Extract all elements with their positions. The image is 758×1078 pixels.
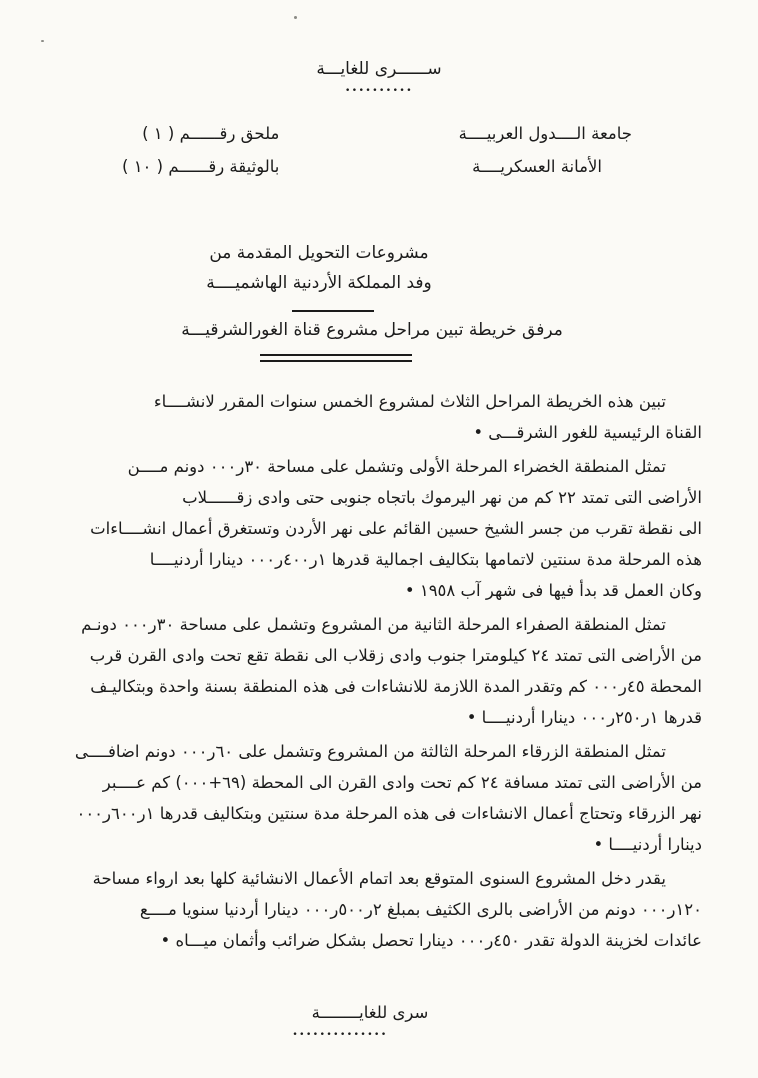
paragraph-line: عائدات لخزينة الدولة تقدر ٤٥٠ر٠٠٠ دينارا تحصل بشكل ضرائب وأثمان ميـــاه • <box>160 931 702 950</box>
dotted-separator: •••••••••••••• <box>292 1030 388 1040</box>
paragraph-4 <box>40 736 702 860</box>
classification-footer <box>0 1001 749 1040</box>
scan-speck <box>294 16 297 19</box>
paragraph-line: قدرها ١ر٢٥٠ر٠٠٠ دينارا أردنيــــا • <box>466 708 702 727</box>
paragraph-5 <box>40 863 702 956</box>
paragraph-line: تبين هذه الخريطة المراحل الثلاث لمشروع الخمس سنوات المقرر لانشــــاء <box>153 392 666 411</box>
document-number-line: بالوثيقة رقــــــم ( ١٠ ) <box>122 157 280 176</box>
paragraph-line: ١٢٠ر٠٠٠ دونم من الأراضى بالرى الكثيف بمبلغ ٢ر٥٠٠ر٠٠٠ دينارا أردنيا سنويا مــــع <box>139 900 702 919</box>
paragraph-line: الى نقطة تقرب من جسر الشيخ حسين القائم على نهر الأردن وتستغرق أعمال انشــــاءات <box>90 519 702 538</box>
paragraph-1 <box>40 386 702 448</box>
paragraph-line: القناة الرئيسية للغور الشرقـــى • <box>473 423 702 442</box>
paragraph-line: دينارا أردنيــــا • <box>593 835 702 854</box>
subtitle-underline <box>260 354 412 362</box>
title-block <box>0 238 698 312</box>
document-title-line2: وفد المملكة الأردنية الهاشميــــة <box>206 273 432 293</box>
organization-name: جامعة الــــدول العربيــــة <box>458 124 632 143</box>
paragraph-line: من الأراضى التى تمتد مسافة ٢٤ كم تحت وادى القرن الى المحطة ‪(٦٩+٠٠٠)‬ كم عــــبر <box>102 773 702 792</box>
document-header <box>122 117 632 183</box>
organization-block <box>459 117 632 183</box>
paragraph-3 <box>40 609 702 733</box>
paragraph-line: من الأراضى التى تمتد ٢٤ كيلومترا جنوب وادى زقلاب الى نقطة تقع تحت وادى القرن قرب <box>89 646 702 665</box>
dotted-separator: •••••••••• <box>344 86 414 96</box>
classification-header <box>0 56 758 96</box>
classification-bottom-text: سرى للغايــــــــة <box>311 1003 429 1022</box>
annex-reference-block <box>122 117 279 183</box>
paragraph-line: تمثل المنطقة الصفراء المرحلة الثانية من المشروع وتشمل على مساحة ٣٠ر٠٠٠ دونـم <box>81 615 666 634</box>
paragraph-line: هذه المرحلة مدة سنتين لاتمامها بتكاليف اجمالية قدرها ١ر٤٠٠ر٠٠٠ دينارا أردنيــــا <box>149 550 702 569</box>
paragraph-2 <box>40 451 702 606</box>
document-title-line1: مشروعات التحويل المقدمة من <box>209 243 429 263</box>
annex-number-line: ملحق رقــــــم ( ١ ) <box>142 124 280 143</box>
paragraph-line: يقدر دخل المشروع السنوى المتوقع بعد اتمام الأعمال الانشائية كلها بعد ارواء مساحة <box>92 869 666 888</box>
organization-department: الأمانة العسكريــــة <box>472 157 602 176</box>
paragraph-line: نهر الزرقاء وتحتاج أعمال الانشاءات فى هذه المرحلة مدة سنتين وبتكاليف قدرها ١ر٦٠٠ر٠٠٠ <box>76 804 702 823</box>
paragraph-line: تمثل المنطقة الخضراء المرحلة الأولى وتشمل على مساحة ٣٠ر٠٠٠ دونم مــــن <box>127 457 666 476</box>
scan-speck <box>41 40 44 42</box>
classification-top-text: ســــــرى للغايـــة <box>316 59 442 79</box>
title-underline <box>292 310 374 312</box>
subtitle-block <box>0 317 751 362</box>
document-body <box>40 386 702 959</box>
paragraph-line: الأراضى التى تمتد ٢٢ كم من نهر اليرموك باتجاه جنوبى حتى وادى زقــــــلاب <box>182 488 702 507</box>
paragraph-line: المحطة ٤٥ر٠٠٠ كم وتقدر المدة اللازمة للانشاءات فى هذه المنطقة بسنة واحدة وبتكاليـف <box>90 677 702 696</box>
paragraph-line: تمثل المنطقة الزرقاء المرحلة الثالثة من المشروع وتشمل على ٦٠ر٠٠٠ دونم اضافــــى <box>74 742 666 761</box>
paragraph-line: وكان العمل قد بدأ فيها فى شهر آب ١٩٥٨ • <box>404 581 702 600</box>
document-subtitle: مرفق خريطة تبين مراحل مشروع قناة الغورالشرقيـــة <box>181 320 563 340</box>
